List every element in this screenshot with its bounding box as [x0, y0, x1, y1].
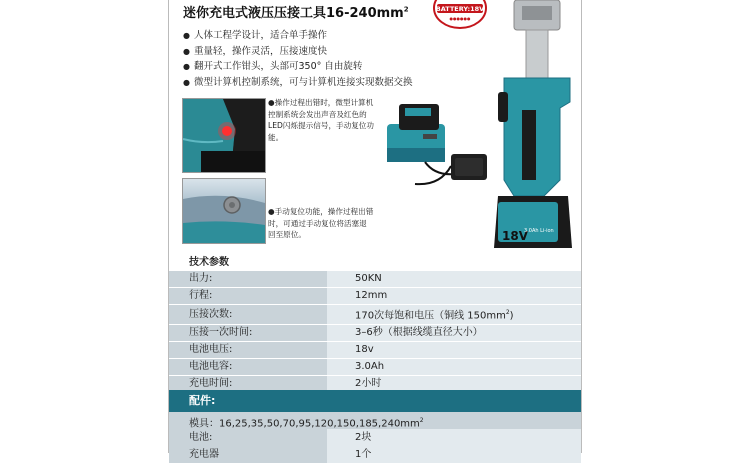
feature-item: ● 翻开式工作钳头，头部可350° 自由旋转	[183, 59, 413, 75]
spec-section-title: 技术参数	[189, 257, 229, 268]
table-row: 行程: 12mm	[169, 288, 581, 305]
feature-item: ● 微型计算机控制系统，可与计算机连接实现数据交换	[183, 75, 413, 91]
led-warning-note: ●操作过程出错时，微型计算机控制系统会发出声音及红色的LED闪烁提示信号，手动复位功能。	[268, 98, 374, 142]
table-row: 压接一次时间: 3–6秒（根据线缆直径大小）	[169, 325, 581, 342]
table-row: 压接次数: 170次每饱和电压（铜线 $150mm^2$)	[169, 305, 581, 325]
manual-reset-note: ●手动复位功能，操作过程出错时，可通过手动复位将活塞退回至原位。	[268, 207, 374, 239]
feature-list	[183, 28, 413, 90]
table-row: 电池电容: 3.0Ah	[169, 359, 581, 376]
reset-button-photo	[182, 178, 266, 244]
page-title: 迷你充电式液压压接工具$16-240mm^2$	[183, 5, 409, 21]
accessories-title: 配件:	[169, 390, 581, 412]
charger-row: 充电器 1个	[169, 446, 581, 463]
feature-item: ● 人体工程学设计，适合单手操作	[183, 28, 413, 44]
table-row: 电池电压: 18v	[169, 342, 581, 359]
table-row: 充电时间: 2小时	[169, 376, 581, 393]
spec-table	[169, 271, 581, 393]
svg-text:3.0Ah Li-ion: 3.0Ah Li-ion	[524, 228, 554, 234]
dies-row: 模具：$16,25,35,50,70,95,120,150,185,240mm^2$	[169, 412, 581, 429]
led-closeup-photo	[182, 98, 266, 173]
svg-text:BATTERY:18V: BATTERY:18V	[435, 5, 485, 13]
svg-text:●●●●●●: ●●●●●●	[449, 16, 471, 21]
hydraulic-tool-illustration	[474, 0, 574, 258]
battery-row: 电池: 2块	[169, 429, 581, 446]
product-sheet	[168, 0, 582, 460]
svg-text:18V: 18V	[502, 229, 528, 243]
table-row: 出力: 50KN	[169, 271, 581, 288]
feature-item: ● 重量轻，操作灵活，压接速度快	[183, 44, 413, 60]
